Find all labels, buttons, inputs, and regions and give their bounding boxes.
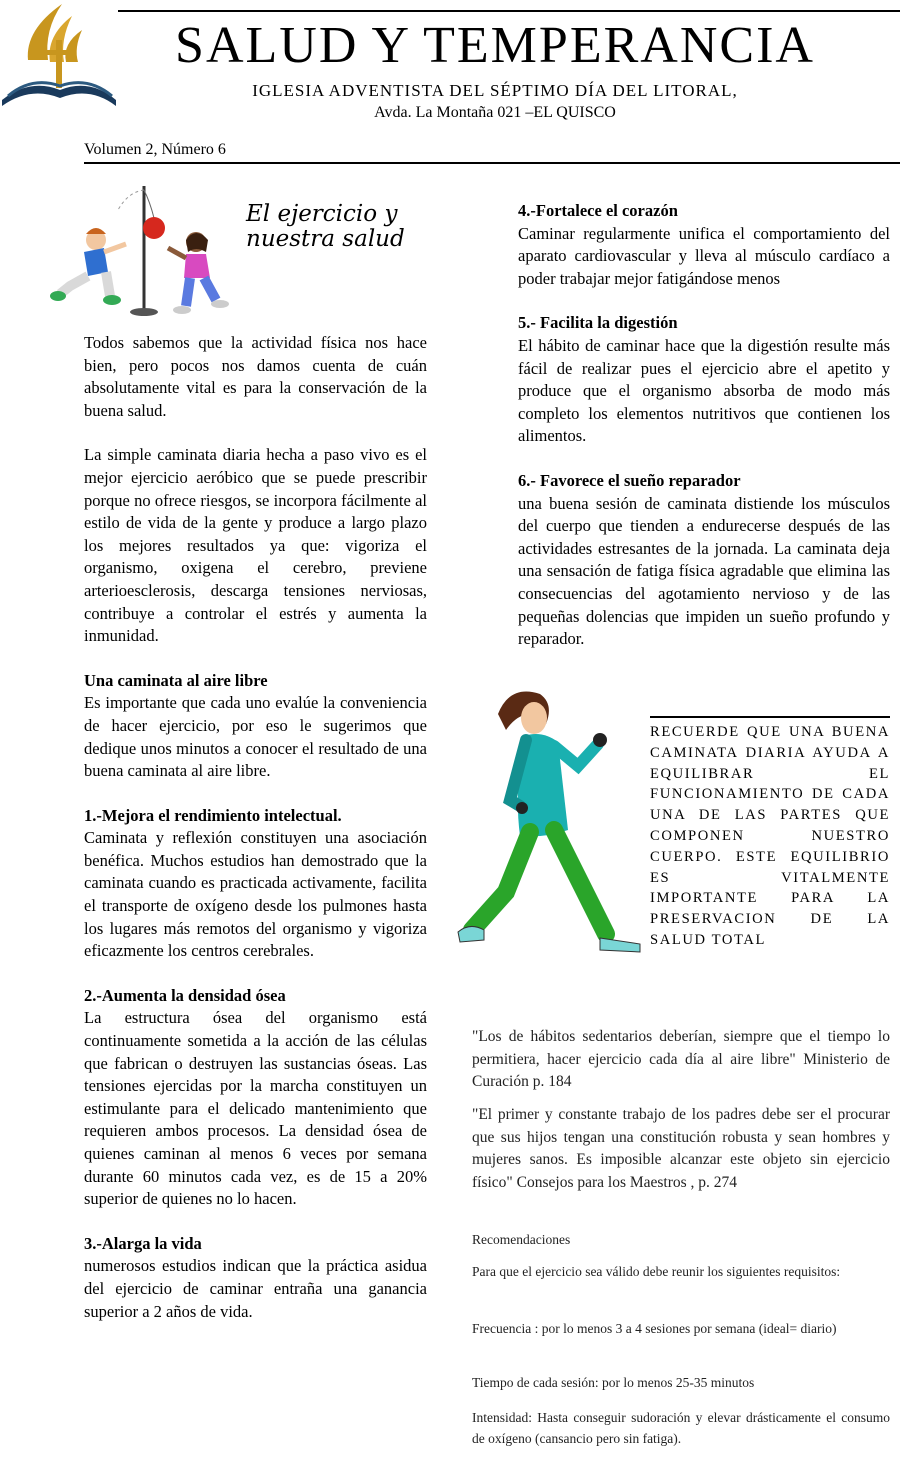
walking-woman-illustration xyxy=(450,680,650,980)
recommendation-item: Tiempo de cada sesión: por lo menos 25-35 minutos xyxy=(472,1375,755,1390)
section-body: Es importante que cada uno evalúe la conveniencia de hacer ejercicio, por eso le sugerimos que dedique unos minutos a conocer el resultado de una buena caminata al aire libre. xyxy=(84,693,427,781)
section-body: La estructura ósea del organismo está continuamente sometida a la acción de las células que fabrican o destruyen las sustancias óseas. Las tensiones ejercidas por la marcha constituyen un estimulante para el delicado mantenimiento que requieren ambos procesos. La densidad ósea de quienes caminan al menos 6 veces por semana durante 60 minutos cada vez, es de 15 a 20% superior de quienes no lo hacen. xyxy=(84,1008,427,1209)
section-body: Caminar regularmente unifica el comportamiento del aparato cardiovascular y lleva al músculo cardíaco a poder trabajar mejor fatigándose menos xyxy=(518,223,890,288)
volume-rule xyxy=(84,162,900,164)
section-heading: 2.-Aumenta la densidad ósea xyxy=(84,985,286,1005)
section-body: Caminata y reflexión constituyen una asociación benéfica. Muchos estudios han demostrado que la caminata cuando es practicada activamente, facilita el transporte de oxígeno desde los pulmones hasta los lugares más remotos del organismo y vigoriza eficazmente los centros cerebrales. xyxy=(84,828,427,961)
address: Avda. La Montaña 021 –EL QUISCO xyxy=(374,104,616,121)
section-heading: Una caminata al aire libre xyxy=(84,670,268,690)
recommendation-item: Para que el ejercicio sea válido debe reunir los siguientes requisitos: xyxy=(472,1264,841,1279)
section-heading: 3.-Alarga la vida xyxy=(84,1233,202,1253)
recommendations-heading: Recomendaciones xyxy=(472,1232,571,1247)
church-logo-icon xyxy=(0,0,118,110)
article-title: El ejercicio y nuestra salud xyxy=(246,201,405,252)
section-heading: 1.-Mejora el rendimiento intelectual. xyxy=(84,805,342,825)
recommendation-item: Intensidad: Hasta conseguir sudoración y elevar drásticamente el consumo de oxígeno (cansancio pero sin fatiga). xyxy=(472,1410,890,1446)
intro-paragraph: La simple caminata diaria hecha a paso vivo es el mejor ejercicio aeróbico que se puede prescribir porque no ofrece riesgos, se incorpora fácilmente al estilo de vida de la gente y produce a largo plazo los mejores resultados ya que: vigoriza el organismo, oxigena el cerebro, previene arterioesclerosis, descarga tensiones nerviosas, contribuye a controlar el estrés y aumenta la inmunidad. xyxy=(84,445,427,646)
callout-box: RECUERDE QUE UNA BUENA CAMINATA DIARIA AYUDA A EQUILIBRAR EL FUNCIONAMIENTO DE CADA UNA DE LAS PARTES QUE COMPONEN NUESTRO CUERPO. ESTE EQUILIBRIO ES VITALMENTE IMPORTANTE PARA LA PRESERVACION DE LA SALUD TOTAL xyxy=(650,716,890,951)
intro-paragraph: Todos sabemos que la actividad física nos hace bien, pero pocos nos damos cuenta de cuán absolutamente vital es para la conservación de la buena salud. xyxy=(84,333,427,420)
newsletter-title: SALUD Y TEMPERANCIA xyxy=(175,17,815,74)
organization-name: IGLESIA ADVENTISTA DEL SÉPTIMO DÍA DEL LITORAL, xyxy=(252,81,738,100)
section-body: una buena sesión de caminata distiende los músculos del cuerpo que tienden a endurecerse después de las actividades estresantes de la jornada. La caminata deja una sensación de fatiga física agradable que elimina las consecuencias del agotamiento nervioso y de las pequeñas dolencias que impiden un sueño profundo y reparador. xyxy=(518,493,890,649)
volume-number: Volumen 2, Número 6 xyxy=(84,141,226,158)
section-body: numerosos estudios indican que la práctica asidua del ejercicio de caminar entraña una ganancia superior a 2 años de vida. xyxy=(84,1256,427,1321)
section-heading: 5.- Facilita la digestión xyxy=(518,313,678,333)
section-body: El hábito de caminar hace que la digestión resulte más fácil de realizar pues el ejercicio abre el apetito y produce que el organismo absorba de modo más completo los elementos nutritivos que contienen los alimentos. xyxy=(518,335,890,446)
kids-tetherball-illustration xyxy=(40,182,240,322)
recommendation-item: Frecuencia : por lo menos 3 a 4 sesiones por semana (ideal= diario) xyxy=(472,1321,837,1336)
quote: "El primer y constante trabajo de los padres debe ser el procurar que sus hijos tengan una constitución robusta y sean hombres y mujeres sanos. Es imposible alcanzar este objeto sin ejercicio físico" Consejos para los Maestros , p. 274 xyxy=(472,1106,890,1191)
quote: "Los de hábitos sedentarios deberían, siempre que el tiempo lo permitiera, hacer ejercicio cada día al aire libre" Ministerio de Curación p. 184 xyxy=(472,1028,890,1090)
right-column xyxy=(518,200,890,651)
header-rule xyxy=(118,10,900,12)
section-heading: 4.-Fortalece el corazón xyxy=(518,201,678,220)
left-column xyxy=(84,332,427,1323)
section-heading: 6.- Favorece el sueño reparador xyxy=(518,470,741,490)
